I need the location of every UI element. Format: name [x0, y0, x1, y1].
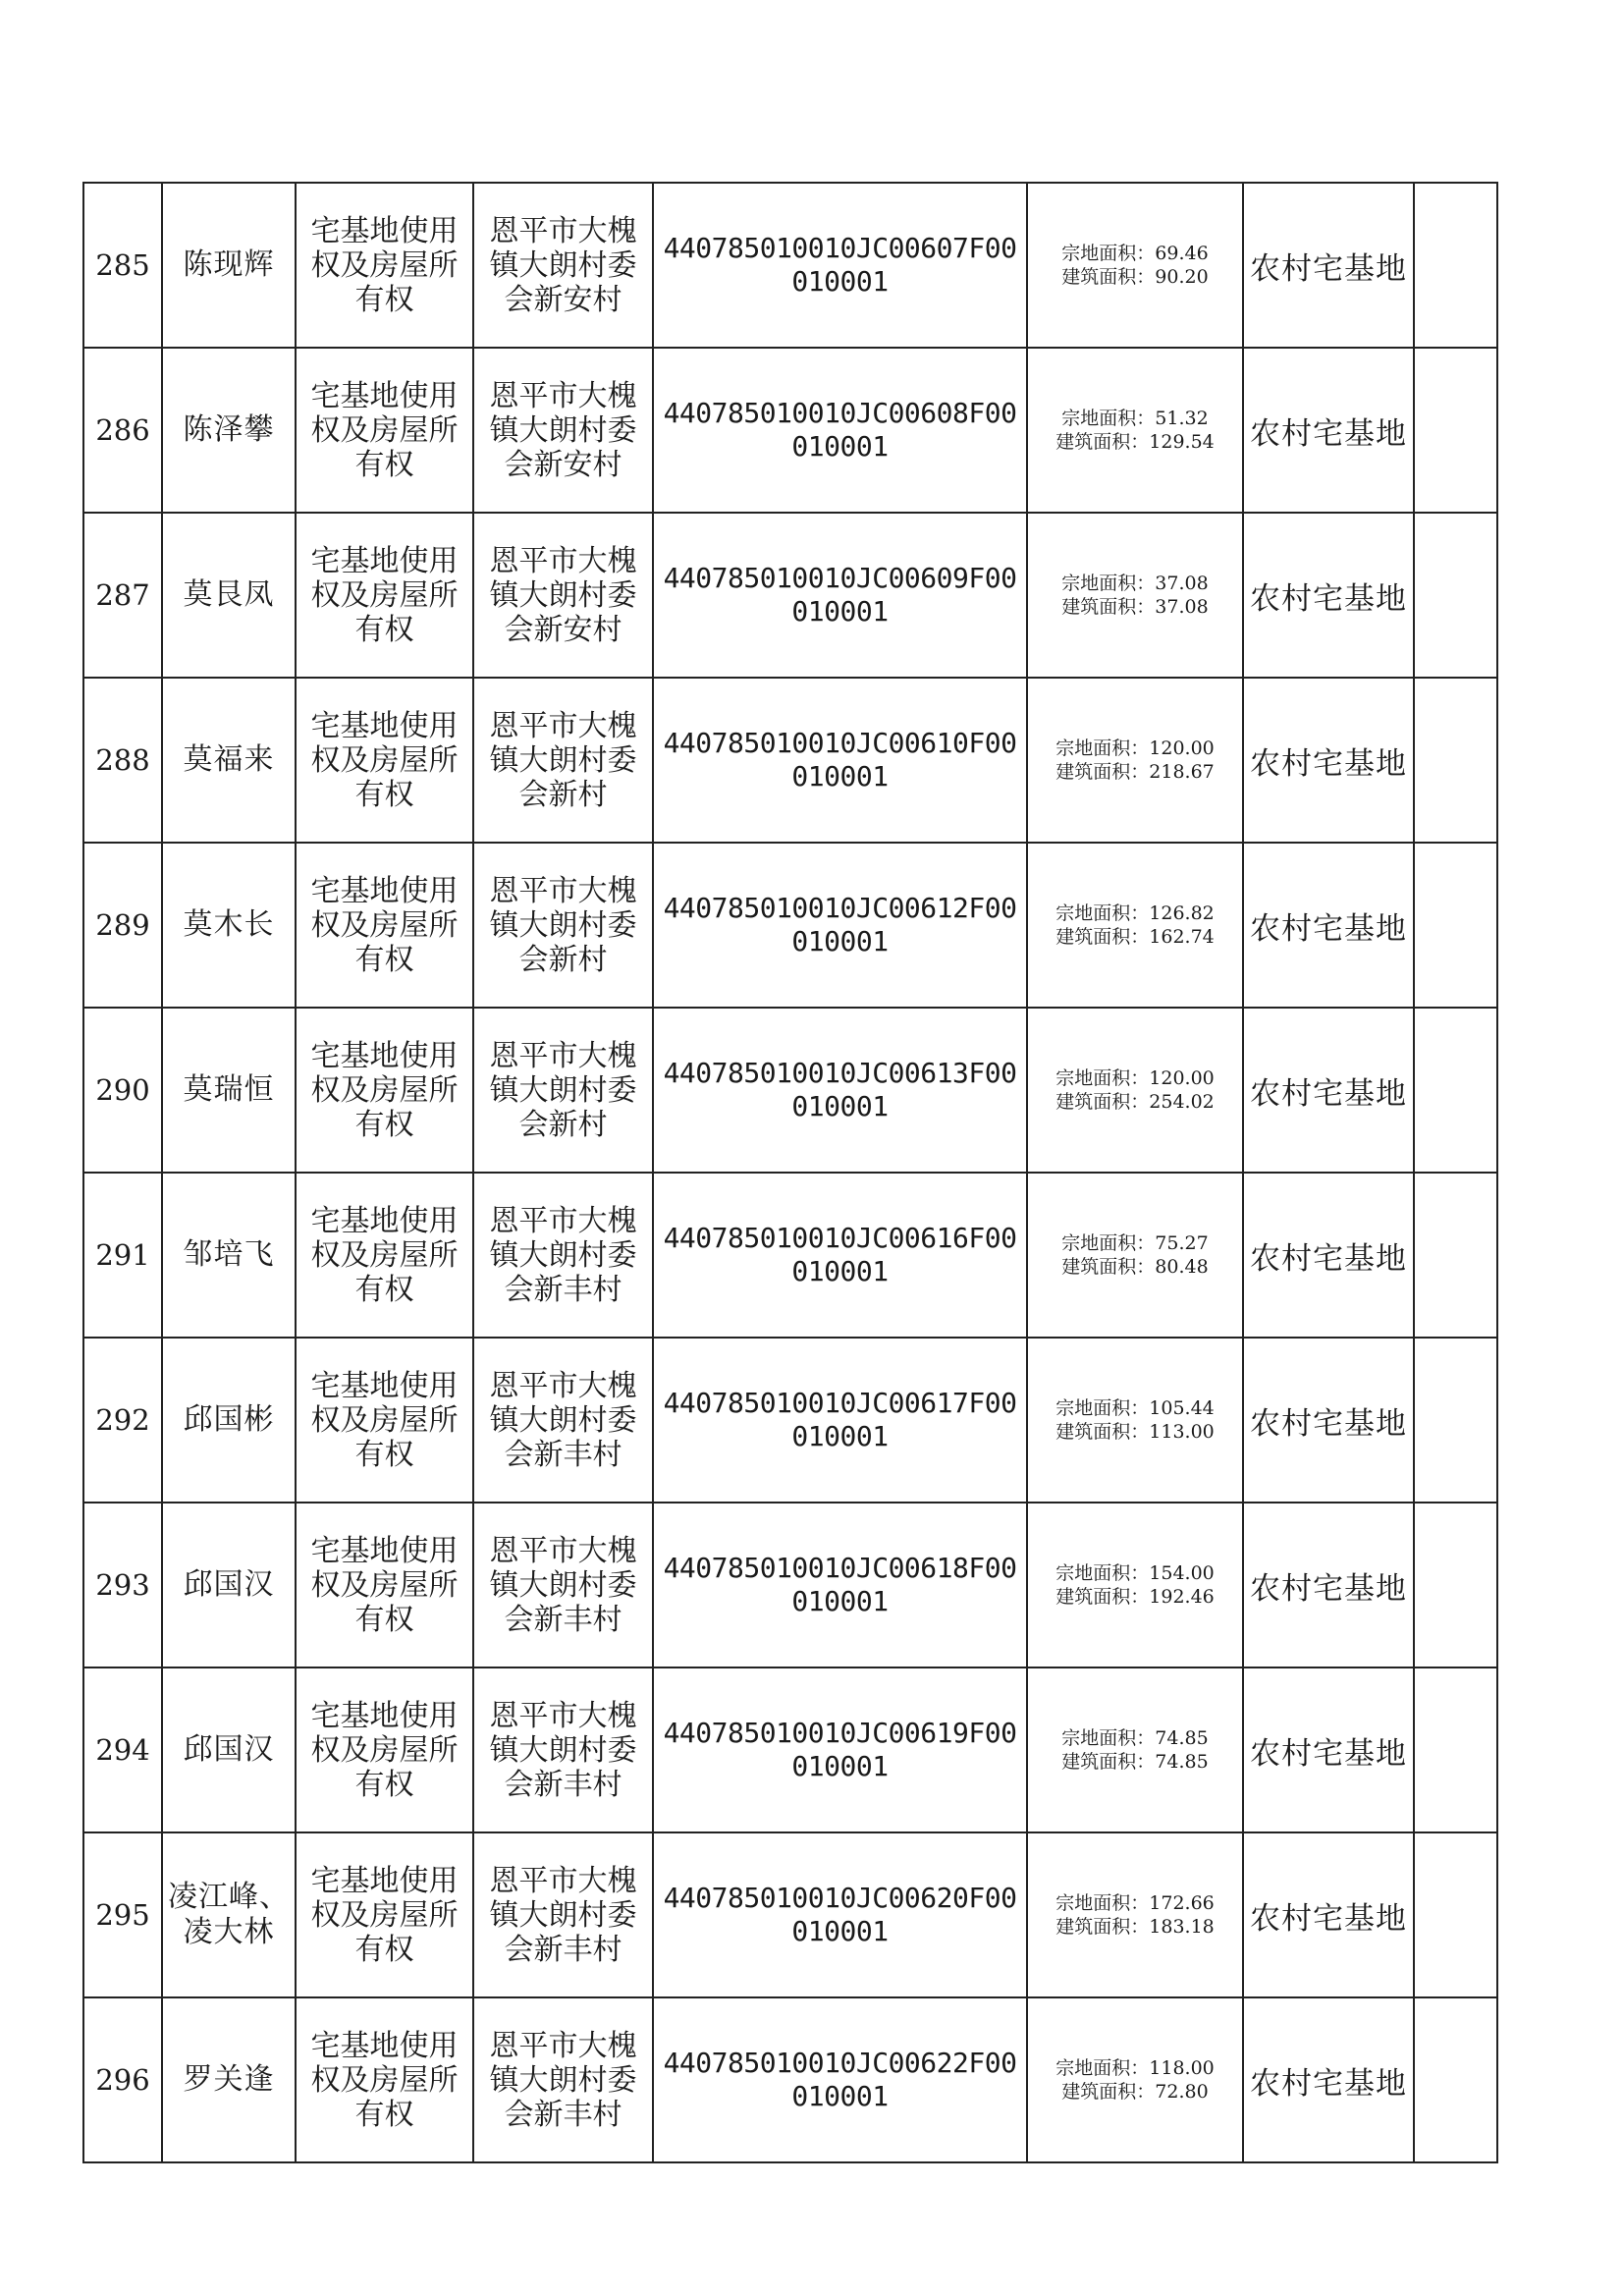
land-area-value: 74.85 [1155, 1727, 1209, 1749]
building-area-line [1032, 760, 1238, 784]
land-area-value: 126.82 [1149, 902, 1215, 924]
area-cell [1027, 183, 1243, 348]
land-use: 农村宅基地 [1243, 843, 1414, 1008]
land-area-label: 宗地面积： [1055, 902, 1150, 924]
land-area-line [1032, 1231, 1238, 1255]
land-area-label: 宗地面积： [1055, 1892, 1150, 1914]
land-area-label: 宗地面积： [1055, 1562, 1150, 1584]
building-area-line [1032, 595, 1238, 619]
building-area-line [1032, 2080, 1238, 2104]
owner-name: 莫福来 [162, 678, 296, 843]
owner-name: 陈现辉 [162, 183, 296, 348]
remark-cell [1414, 843, 1497, 1008]
building-area-value: 218.67 [1149, 761, 1215, 783]
land-use: 农村宅基地 [1243, 183, 1414, 348]
building-area-value: 183.18 [1149, 1916, 1215, 1938]
land-area-value: 172.66 [1149, 1892, 1215, 1914]
remark-cell [1414, 1832, 1497, 1997]
row-number: 293 [83, 1503, 162, 1667]
building-area-line [1032, 1585, 1238, 1609]
table-row [83, 1667, 1497, 1832]
land-area-line [1032, 902, 1238, 925]
building-area-value: 37.08 [1155, 596, 1209, 618]
land-area-value: 75.27 [1155, 1232, 1209, 1254]
property-location: 恩平市大槐镇大朗村委会新丰村 [473, 1997, 653, 2162]
table-row [83, 513, 1497, 678]
unit-code: 440785010010JC00617F00010001 [653, 1338, 1027, 1503]
property-location: 恩平市大槐镇大朗村委会新安村 [473, 183, 653, 348]
unit-code: 440785010010JC00616F00010001 [653, 1173, 1027, 1338]
building-area-label: 建筑面积： [1055, 1091, 1150, 1113]
land-area-label: 宗地面积： [1055, 1067, 1150, 1089]
land-use: 农村宅基地 [1243, 1173, 1414, 1338]
table-row [83, 348, 1497, 513]
table-row [83, 1503, 1497, 1667]
owner-name: 莫艮凤 [162, 513, 296, 678]
owner-name: 凌江峰、凌大林 [162, 1832, 296, 1997]
building-area-label: 建筑面积： [1061, 2081, 1156, 2103]
building-area-line [1032, 430, 1238, 454]
land-use: 农村宅基地 [1243, 1503, 1414, 1667]
land-area-label: 宗地面积： [1055, 2057, 1150, 2079]
land-area-value: 118.00 [1149, 2057, 1215, 2079]
row-number: 290 [83, 1008, 162, 1173]
right-type: 宅基地使用权及房屋所有权 [296, 843, 473, 1008]
land-area-line [1032, 242, 1238, 265]
row-number: 289 [83, 843, 162, 1008]
unit-code: 440785010010JC00613F00010001 [653, 1008, 1027, 1173]
right-type: 宅基地使用权及房屋所有权 [296, 1173, 473, 1338]
land-use: 农村宅基地 [1243, 1997, 1414, 2162]
area-cell [1027, 1173, 1243, 1338]
property-location: 恩平市大槐镇大朗村委会新安村 [473, 348, 653, 513]
remark-cell [1414, 183, 1497, 348]
area-cell [1027, 843, 1243, 1008]
building-area-value: 254.02 [1149, 1091, 1215, 1113]
building-area-label: 建筑面积： [1061, 1751, 1156, 1773]
row-number: 296 [83, 1997, 162, 2162]
building-area-line [1032, 1420, 1238, 1444]
land-area-label: 宗地面积： [1061, 1232, 1156, 1254]
land-area-value: 37.08 [1155, 573, 1209, 594]
owner-name: 邱国汉 [162, 1503, 296, 1667]
area-cell [1027, 1008, 1243, 1173]
land-area-label: 宗地面积： [1061, 408, 1156, 429]
table-row [83, 1997, 1497, 2162]
remark-cell [1414, 1338, 1497, 1503]
building-area-label: 建筑面积： [1055, 1421, 1150, 1443]
right-type: 宅基地使用权及房屋所有权 [296, 183, 473, 348]
owner-name: 邱国彬 [162, 1338, 296, 1503]
table-row [83, 1008, 1497, 1173]
land-area-value: 51.32 [1155, 408, 1209, 429]
property-location: 恩平市大槐镇大朗村委会新村 [473, 843, 653, 1008]
area-cell [1027, 1503, 1243, 1667]
right-type: 宅基地使用权及房屋所有权 [296, 1667, 473, 1832]
property-location: 恩平市大槐镇大朗村委会新丰村 [473, 1832, 653, 1997]
right-type: 宅基地使用权及房屋所有权 [296, 678, 473, 843]
building-area-label: 建筑面积： [1055, 761, 1150, 783]
building-area-value: 192.46 [1149, 1586, 1215, 1608]
land-area-label: 宗地面积： [1055, 1397, 1150, 1419]
land-area-value: 120.00 [1149, 1067, 1215, 1089]
building-area-value: 129.54 [1149, 431, 1215, 453]
owner-name: 莫木长 [162, 843, 296, 1008]
land-area-value: 120.00 [1149, 738, 1215, 759]
building-area-line [1032, 265, 1238, 289]
unit-code: 440785010010JC00607F00010001 [653, 183, 1027, 348]
area-cell [1027, 1832, 1243, 1997]
owner-name: 邹培飞 [162, 1173, 296, 1338]
land-area-value: 105.44 [1149, 1397, 1215, 1419]
area-cell [1027, 1667, 1243, 1832]
unit-code: 440785010010JC00609F00010001 [653, 513, 1027, 678]
row-number: 294 [83, 1667, 162, 1832]
land-area-value: 69.46 [1155, 243, 1209, 264]
unit-code: 440785010010JC00619F00010001 [653, 1667, 1027, 1832]
building-area-label: 建筑面积： [1055, 1916, 1150, 1938]
property-location: 恩平市大槐镇大朗村委会新丰村 [473, 1667, 653, 1832]
building-area-line [1032, 1915, 1238, 1939]
land-area-line [1032, 572, 1238, 595]
land-area-line [1032, 1396, 1238, 1420]
property-location: 恩平市大槐镇大朗村委会新村 [473, 678, 653, 843]
remark-cell [1414, 1173, 1497, 1338]
building-area-label: 建筑面积： [1055, 926, 1150, 948]
land-area-line [1032, 2056, 1238, 2080]
unit-code: 440785010010JC00610F00010001 [653, 678, 1027, 843]
table-row [83, 183, 1497, 348]
building-area-line [1032, 925, 1238, 949]
area-cell [1027, 513, 1243, 678]
land-area-label: 宗地面积： [1061, 573, 1156, 594]
land-use: 农村宅基地 [1243, 1667, 1414, 1832]
unit-code: 440785010010JC00618F00010001 [653, 1503, 1027, 1667]
right-type: 宅基地使用权及房屋所有权 [296, 513, 473, 678]
table-row [83, 678, 1497, 843]
right-type: 宅基地使用权及房屋所有权 [296, 1832, 473, 1997]
land-area-line [1032, 1891, 1238, 1915]
unit-code: 440785010010JC00620F00010001 [653, 1832, 1027, 1997]
area-cell [1027, 678, 1243, 843]
land-area-label: 宗地面积： [1055, 738, 1150, 759]
right-type: 宅基地使用权及房屋所有权 [296, 1997, 473, 2162]
property-location: 恩平市大槐镇大朗村委会新安村 [473, 513, 653, 678]
table-row [83, 1173, 1497, 1338]
land-area-line [1032, 1066, 1238, 1090]
building-area-line [1032, 1750, 1238, 1774]
registry-rows [83, 183, 1497, 2162]
land-area-label: 宗地面积： [1061, 1727, 1156, 1749]
building-area-line [1032, 1090, 1238, 1114]
row-number: 286 [83, 348, 162, 513]
row-number: 285 [83, 183, 162, 348]
building-area-label: 建筑面积： [1061, 596, 1156, 618]
right-type: 宅基地使用权及房屋所有权 [296, 1503, 473, 1667]
land-area-label: 宗地面积： [1061, 243, 1156, 264]
table-row [83, 843, 1497, 1008]
owner-name: 邱国汉 [162, 1667, 296, 1832]
land-use: 农村宅基地 [1243, 1008, 1414, 1173]
land-area-value: 154.00 [1149, 1562, 1215, 1584]
land-area-line [1032, 407, 1238, 430]
land-use: 农村宅基地 [1243, 513, 1414, 678]
building-area-label: 建筑面积： [1061, 1256, 1156, 1278]
right-type: 宅基地使用权及房屋所有权 [296, 1008, 473, 1173]
land-use: 农村宅基地 [1243, 1338, 1414, 1503]
area-cell [1027, 1338, 1243, 1503]
land-use: 农村宅基地 [1243, 348, 1414, 513]
building-area-value: 113.00 [1149, 1421, 1215, 1443]
remark-cell [1414, 348, 1497, 513]
owner-name: 陈泽攀 [162, 348, 296, 513]
remark-cell [1414, 678, 1497, 843]
land-area-line [1032, 737, 1238, 760]
area-cell [1027, 1997, 1243, 2162]
building-area-line [1032, 1255, 1238, 1279]
owner-name: 罗关逢 [162, 1997, 296, 2162]
row-number: 288 [83, 678, 162, 843]
table-row [83, 1338, 1497, 1503]
property-location: 恩平市大槐镇大朗村委会新丰村 [473, 1173, 653, 1338]
right-type: 宅基地使用权及房屋所有权 [296, 348, 473, 513]
land-use: 农村宅基地 [1243, 1832, 1414, 1997]
remark-cell [1414, 1997, 1497, 2162]
right-type: 宅基地使用权及房屋所有权 [296, 1338, 473, 1503]
row-number: 287 [83, 513, 162, 678]
area-cell [1027, 348, 1243, 513]
registry-table [82, 182, 1498, 2163]
unit-code: 440785010010JC00608F00010001 [653, 348, 1027, 513]
building-area-label: 建筑面积： [1055, 1586, 1150, 1608]
remark-cell [1414, 1008, 1497, 1173]
remark-cell [1414, 513, 1497, 678]
unit-code: 440785010010JC00612F00010001 [653, 843, 1027, 1008]
remark-cell [1414, 1667, 1497, 1832]
row-number: 292 [83, 1338, 162, 1503]
owner-name: 莫瑞恒 [162, 1008, 296, 1173]
unit-code: 440785010010JC00622F00010001 [653, 1997, 1027, 2162]
row-number: 291 [83, 1173, 162, 1338]
building-area-value: 74.85 [1155, 1751, 1209, 1773]
land-use: 农村宅基地 [1243, 678, 1414, 843]
building-area-value: 162.74 [1149, 926, 1215, 948]
property-location: 恩平市大槐镇大朗村委会新丰村 [473, 1338, 653, 1503]
row-number: 295 [83, 1832, 162, 1997]
land-area-line [1032, 1561, 1238, 1585]
land-area-line [1032, 1726, 1238, 1750]
property-location: 恩平市大槐镇大朗村委会新村 [473, 1008, 653, 1173]
building-area-value: 72.80 [1155, 2081, 1209, 2103]
property-location: 恩平市大槐镇大朗村委会新丰村 [473, 1503, 653, 1667]
building-area-label: 建筑面积： [1061, 266, 1156, 288]
building-area-label: 建筑面积： [1055, 431, 1150, 453]
remark-cell [1414, 1503, 1497, 1667]
building-area-value: 80.48 [1155, 1256, 1209, 1278]
table-row [83, 1832, 1497, 1997]
building-area-value: 90.20 [1155, 266, 1209, 288]
